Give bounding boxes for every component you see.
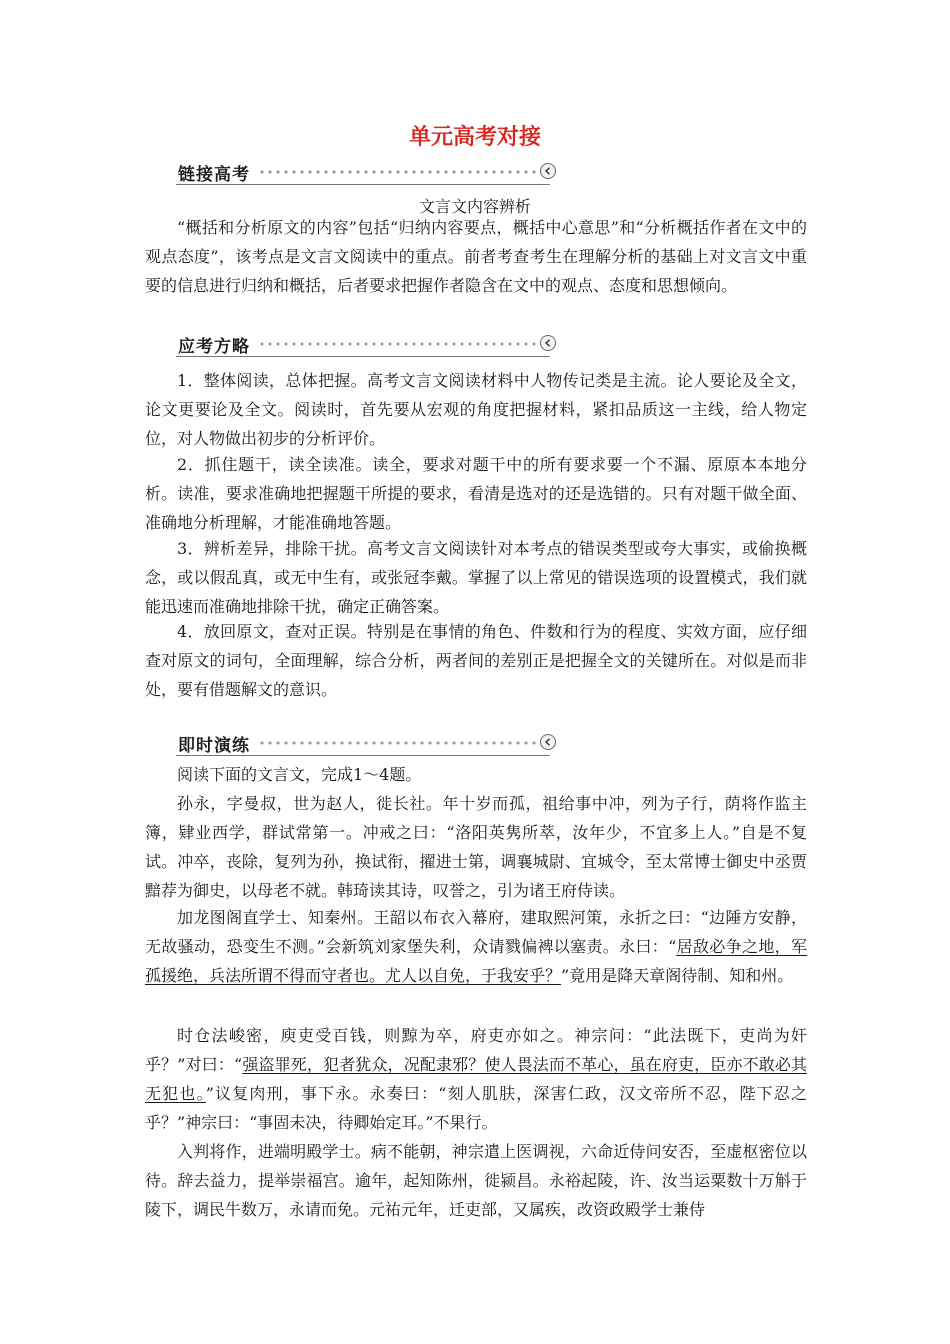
passage-paragraph xyxy=(145,1021,807,1137)
chevron-left-icon xyxy=(540,335,556,351)
section-label: 应考方略 xyxy=(178,337,250,357)
practice-instruction: 阅读下面的文言文，完成1～4题。 xyxy=(177,765,422,784)
intro-paragraph: “概括和分析原文的内容”包括“归纳内容要点，概括中心意思”和“分析概括作者在文中的观点态度”，该考点是文言文阅读中的重点。前者考查考生在理解分析的基础上对文言文中重要的信息进行归纳和概括，后者要求把握作者隐含在文中的观点、态度和思想倾向。 xyxy=(145,218,807,295)
dotted-divider xyxy=(258,741,536,745)
section-header-link-exam xyxy=(176,160,558,188)
section-label: 即时演练 xyxy=(178,736,250,756)
chevron-left-icon xyxy=(540,163,556,179)
passage-paragraph: 入判将作，进端明殿学士。病不能朝，神宗遣上医调视，六命近侍问安否，至虚枢密位以待。辞去益力，提举崇福宫。逾年，起知陈州，徙颍昌。永裕起陵，许、汝当运粟数十万斛于陵下，调民牛数万，永请而免。元祐元年，迁吏部，又属疾，改资政殿学士兼侍 xyxy=(145,1142,807,1219)
passage-text: 加龙图阁直学士、知秦州。王韶以布衣入幕府，建取熙河策，永折之曰：“边陲方安静，无故骚动，恐变生不测。”会新筑刘家堡失利，众请戮偏裨以塞责。永曰：“ xyxy=(145,908,807,956)
underlined-sentence: 居敌必争之地，军孤援绝，兵法所谓不得而守者也。尤人以自免，于我安乎？ xyxy=(145,937,807,985)
page-title: 单元高考对接 xyxy=(408,125,541,150)
header-underline xyxy=(176,184,550,185)
dotted-divider xyxy=(258,342,536,346)
section-label: 链接高考 xyxy=(178,165,250,185)
chevron-left-icon xyxy=(540,734,556,750)
section-header-strategy xyxy=(176,332,558,360)
header-underline xyxy=(176,356,550,357)
passage-text: ”竟用是降天章阁待制、知和州。 xyxy=(561,966,794,985)
passage-paragraph xyxy=(145,903,807,990)
passage-text: 时仓法峻密，庾吏受百钱，则黥为卒，府吏亦如之。神宗问：“此法既下，吏尚为奸乎？”对曰：“ xyxy=(145,1026,807,1074)
passage-text: ”议复肉刑，事下永。永奏曰：“刻人肌肤，深害仁政，汉文帝所不忍，陛下忍之乎？”神宗曰：“事固未决，待卿始定耳。”不果行。 xyxy=(145,1084,807,1132)
strategy-item: 3．辨析差异，排除干扰。高考文言文阅读针对本考点的错误类型或夸大事实，或偷换概念，或以假乱真，或无中生有，或张冠李戴。掌握了以上常见的错误选项的设置模式，我们就能迅速而准确地排除干扰，确定正确答案。 xyxy=(145,539,807,616)
section-header-practice xyxy=(176,731,558,759)
dotted-divider xyxy=(258,170,536,174)
underlined-sentence: 强盗罪死，犯者犹众，况配隶邪？使人畏法而不革心，虽在府吏，臣亦不敢必其无犯也。 xyxy=(145,1055,807,1103)
strategy-item: 1．整体阅读，总体把握。高考文言文阅读材料中人物传记类是主流。论人要论及全文，论文更要论及全文。阅读时，首先要从宏观的角度把握材料，紧扣品质这一主线，给人物定位，对人物做出初步的分析评价。 xyxy=(145,371,807,448)
subtitle: 文言文内容辨析 xyxy=(418,197,531,216)
strategy-item: 2．抓住题干，读全读准。读全，要求对题干中的所有要求要一个不漏、原原本本地分析。读准，要求准确地把握题干所提的要求，看清是选对的还是选错的。只有对题干做全面、准确地分析理解，才能准确地答题。 xyxy=(145,455,807,532)
strategy-item: 4．放回原文，查对正误。特别是在事情的角色、件数和行为的程度、实效方面，应仔细查对原文的词句，全面理解，综合分析，两者间的差别正是把握全文的关键所在。对似是而非处，要有借题解文的意识。 xyxy=(145,622,807,699)
header-underline xyxy=(176,755,550,756)
passage-paragraph: 孙永，字曼叔，世为赵人，徙长社。年十岁而孤，祖给事中冲，列为子行，荫将作监主簿，肄业西学，群试常第一。冲戒之曰：“洛阳英隽所萃，汝年少，不宜多上人。”自是不复试。冲卒，丧除，复列为孙，换试衔，擢进士第，调襄城尉、宜城令，至太常博士御史中丞贾黯荐为御史，以母老不就。韩琦读其诗，叹誉之，引为诸王府侍读。 xyxy=(145,794,807,900)
